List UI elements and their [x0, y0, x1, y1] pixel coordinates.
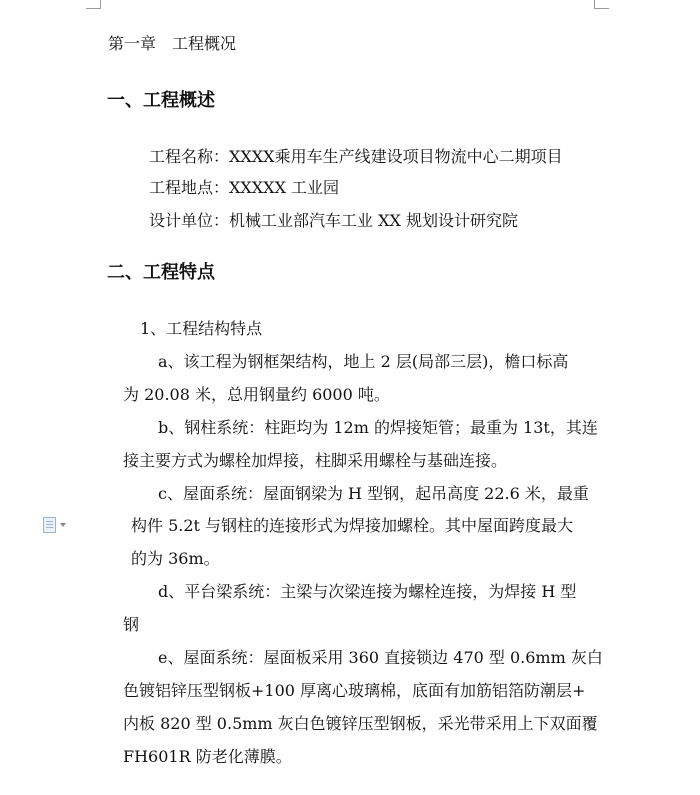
section-heading-features: 二、工程特点	[107, 262, 215, 283]
design-unit-line: 设计单位：机械工业部汽车工业 XX 规划设计研究院	[149, 211, 518, 230]
paragraph-layout-options-icon[interactable]	[43, 517, 73, 537]
project-name-line: 工程名称：XXXX乘用车生产线建设项目物流中心二期项目	[149, 147, 563, 166]
body-line-b2: 接主要方式为螺栓加焊接，柱脚采用螺栓与基础连接。	[123, 451, 508, 470]
body-line-c2: 构件 5.2t 与钢柱的连接形式为焊接加螺栓。其中屋面跨度最大	[131, 516, 574, 535]
body-line-a1: a、该工程为钢框架结构，地上 2 层(局部三层)，檐口标高	[158, 352, 569, 371]
body-line-e1: e、屋面系统：屋面板采用 360 直接锁边 470 型 0.6mm 灰白	[158, 648, 603, 667]
body-line-a2: 为 20.08 米，总用钢量约 6000 吨。	[123, 385, 390, 404]
page-corner-mark-right	[594, 0, 609, 9]
section-heading-overview: 一、工程概述	[107, 90, 215, 111]
body-line-e2: 色镀铝锌压型钢板+100 厚离心玻璃棉，底面有加筋铝箔防潮层+	[123, 681, 586, 700]
project-site-line: 工程地点：XXXXX 工业园	[149, 178, 340, 197]
body-line-e3: 内板 820 型 0.5mm 灰白色镀锌压型钢板，采光带采用上下双面覆	[123, 714, 598, 733]
body-line-d1: d、平台梁系统：主梁与次梁连接为螺栓连接，为焊接 H 型	[158, 582, 577, 601]
body-line-c3: 的为 36m。	[131, 549, 220, 568]
body-line-b1: b、钢柱系统：柱距均为 12m 的焊接矩管；最重为 13t，其连	[158, 418, 598, 437]
body-line-d2: 钢	[123, 615, 140, 634]
chapter-title: 第一章 工程概况	[108, 34, 237, 53]
chevron-down-icon[interactable]	[60, 523, 66, 527]
sub-heading-structure: 1、工程结构特点	[140, 319, 263, 338]
page-corner-mark-left	[86, 0, 101, 9]
body-line-e4: FH601R 防老化薄膜。	[123, 747, 292, 766]
body-line-c1: c、屋面系统：屋面钢梁为 H 型钢，起吊高度 22.6 米，最重	[158, 484, 589, 503]
